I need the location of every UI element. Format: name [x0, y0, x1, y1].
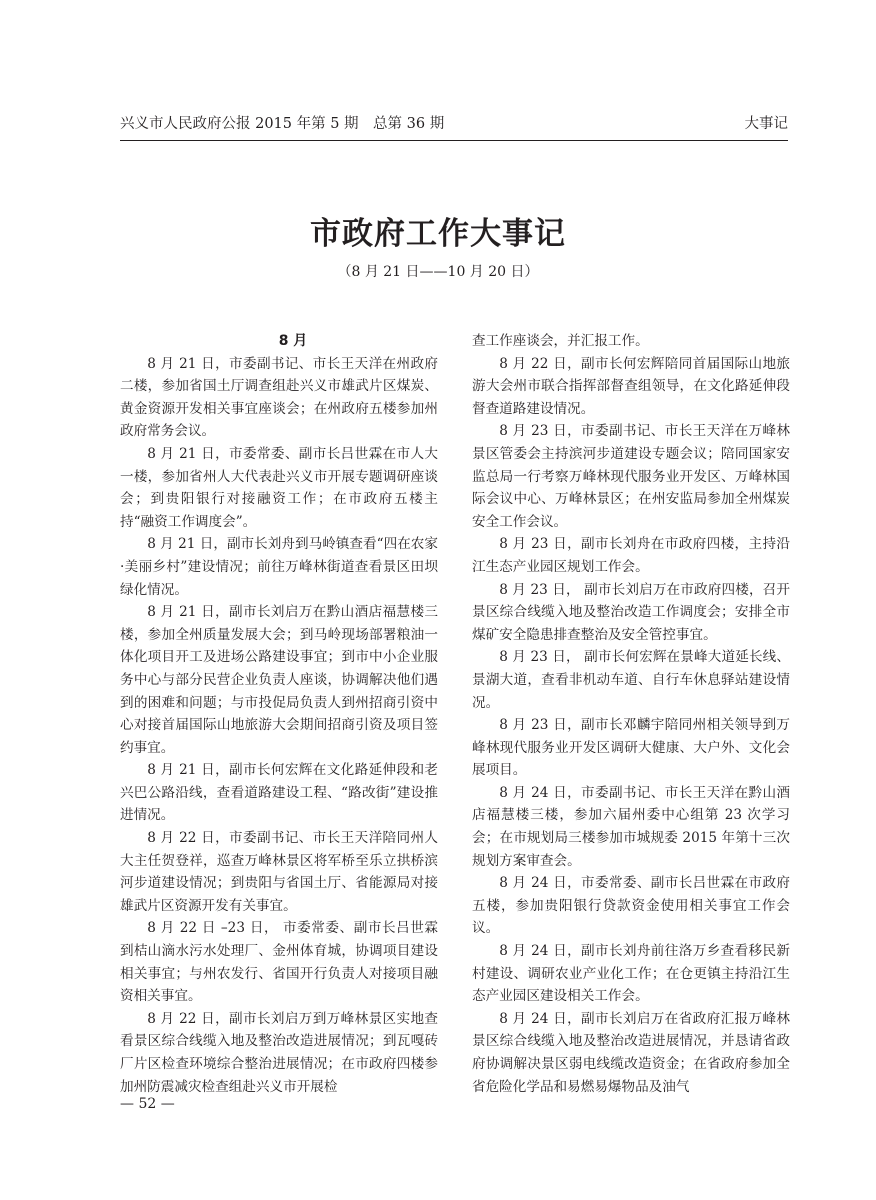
month-heading: 8 月: [278, 333, 308, 349]
publication-info: 兴义市人民政府公报 2015 年第 5 期 总第 36 期: [120, 116, 445, 132]
event-entry: 8 月 23 日，副市长邓麟宇陪同州相关领导到万峰林现代服务业开发区调研大健康、大户外、文化会展项目。: [472, 717, 790, 779]
section-name: 大事记: [744, 116, 788, 132]
event-entry: 8 月 24 日，市委常委、副市长吕世霖在市政府五楼，参加贵阳银行贷款资金使用相关事宜工作会议。: [472, 875, 790, 937]
right-column: [472, 330, 790, 1098]
event-entry: 8 月 22 日，市委副书记、市长王天洋陪同州人大主任贺登祥，巡查万峰林景区将军桥至乐立拱桥滨河步道建设情况；到贵阳与省国土厅、省能源局对接雄武片区资源开发有关事宜。: [120, 830, 438, 914]
page-number: — 52 —: [120, 1096, 175, 1112]
event-entry: 8 月 21 日，副市长刘舟到马岭镇查看“四在农家·美丽乡村”建设情况；前往万峰林街道查看景区田坝绿化情况。: [120, 536, 438, 598]
date-range-subtitle: （8 月 21 日——10 月 20 日）: [337, 264, 539, 280]
event-entry: 8 月 22 日 –23 日， 市委常委、副市长吕世霖到桔山滴水污水处理厂、金州体育城，协调项目建设相关事宜；与州农发行、省国开行负责人对接项目融资相关事宜。: [120, 920, 438, 1005]
page-title: 市政府工作大事记: [310, 216, 566, 252]
event-entry: 8 月 23 日，副市长刘舟在市政府四楼，主持沿江生态产业园区规划工作会。: [472, 536, 790, 575]
event-entry: 8 月 21 日，副市长何宏辉在文化路延伸段和老兴巴公路沿线，查看道路建设工程、“路改街”建设推进情况。: [120, 762, 438, 824]
running-header: [120, 114, 788, 138]
event-entry: 8 月 24 日，副市长刘舟前往洛万乡查看移民新村建设、调研农业产业化工作；在仓更镇主持沿江生态产业园区建设相关工作会。: [472, 943, 790, 1005]
event-entry: 8 月 24 日，副市长刘启万在省政府汇报万峰林景区综合线缆入地及整治改造进展情况，并恳请省政府协调解决景区弱电线缆改造资金；在省政府参加全省危险化学品和易燃易爆物品及油气: [472, 1010, 790, 1095]
event-entry: 8 月 21 日，市委副书记、市长王天洋在州政府二楼，参加省国土厅调查组赴兴义市雄武片区煤炭、黄金资源开发相关事宜座谈会；在州政府五楼参加州政府常务会议。: [120, 355, 438, 440]
event-entry-continuation: 查工作座谈会，并汇报工作。: [472, 333, 649, 349]
left-column: [120, 330, 438, 1098]
header-rule: [120, 140, 788, 141]
event-entry: 8 月 21 日，市委常委、副市长吕世霖在市人大一楼，参加省州人大代表赴兴义市开展专题调研座谈会；到贵阳银行对接融资工作；在市政府五楼主持“融资工作调度会”。: [120, 445, 438, 530]
event-entry: 8 月 21 日，副市长刘启万在黔山酒店福慧楼三楼，参加全州质量发展大会；到马岭现场部署粮油一体化项目开工及进场公路建设事宜；到市中小企业服务中心与部分民营企业负责人座谈，协调解决他们遇到的困难和问题；与市投促局负责人到州招商引资中心对接首届国际山地旅游大会期间招商引资及项目签约事宜。: [120, 604, 438, 756]
event-entry: 8 月 23 日，市委副书记、市长王天洋在万峰林景区管委会主持滨河步道建设专题会议；陪同国家安监总局一行考察万峰林现代服务业开发区、万峰林国际会议中心、万峰林景区；在州安监局参加全州煤炭安全工作会议。: [472, 423, 790, 530]
event-entry: 8 月 23 日， 副市长何宏辉在景峰大道延长线、景湖大道，查看非机动车道、自行车休息驿站建设情况。: [472, 649, 790, 711]
event-entry: 8 月 23 日， 副市长刘启万在市政府四楼，召开景区综合线缆入地及整治改造工作调度会；安排全市煤矿安全隐患排查整治及安全管控事宜。: [472, 581, 790, 643]
event-entry: 8 月 24 日，市委副书记、市长王天洋在黔山酒店福慧楼三楼，参加六届州委中心组第 23 次学习会；在市规划局三楼参加市城规委 2015 年第十三次规划方案审查会。: [472, 784, 790, 869]
event-entry: 8 月 22 日，副市长何宏辉陪同首届国际山地旅游大会州市联合指挥部督查组领导，在文化路延伸段督查道路建设情况。: [472, 355, 790, 417]
event-entry: 8 月 22 日，副市长刘启万到万峰林景区实地查看景区综合线缆入地及整治改造进展情况；到瓦嘎砖厂片区检查环境综合整治进展情况；在市政府四楼参加州防震减灾检查组赴兴义市开展检: [120, 1010, 438, 1095]
